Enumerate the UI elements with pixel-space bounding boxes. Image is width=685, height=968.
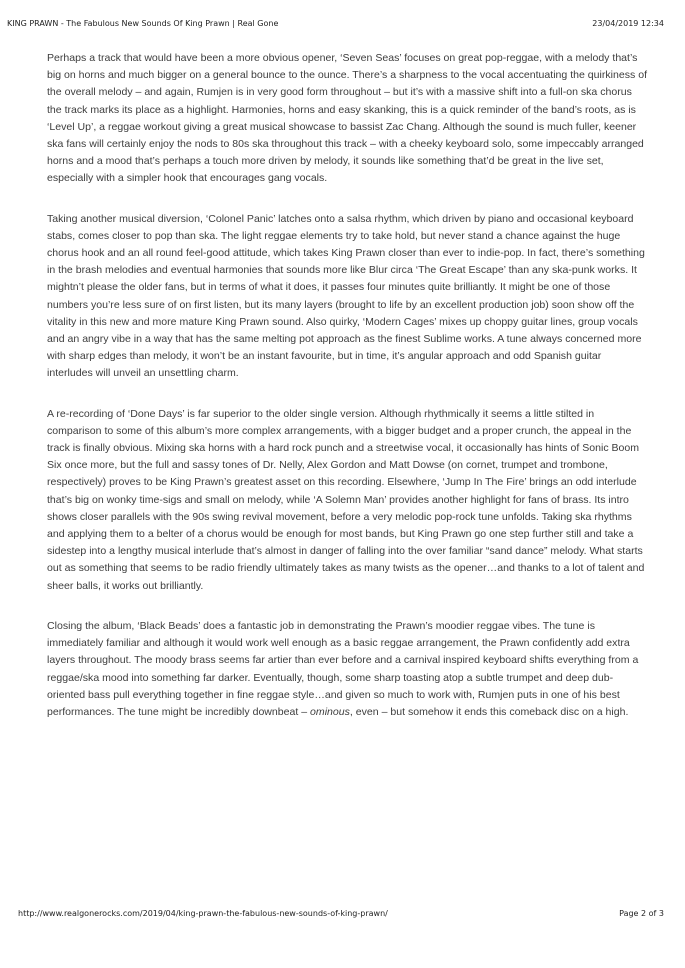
page-number: Page 2 of 3 <box>619 909 664 918</box>
print-footer <box>18 909 664 918</box>
paragraph: Perhaps a track that would have been a more obvious opener, ‘Seven Seas’ focuses on great pop-reggae, with a melody that’s big on horns and much bigger on a general bounce to the ounce. There’s a sharpness to the vocal accentuating the quirkiness of the overall melody – and again, Rumjen is in very good form throughout – but it’s with a massive shift into a full-on ska chorus the track marks its place as a highlight. Harmonies, horns and easy skanking, this is a quick reminder of the band’s roots, as is ‘Level Up’, a reggae workout giving a great musical showcase to bassist Zac Chang. Although the sound is much fuller, keener ska fans will certainly enjoy the nods to 80s ska throughout this track – with a cheeky keyboard solo, some impeccably arranged horns and a mood that’s perhaps a touch more driven by melody, it sounds like something that’d be great in the live set, especially with a simpler hook that encourages gang vocals. <box>47 52 648 185</box>
page-title: KING PRAWN - The Fabulous New Sounds Of King Prawn | Real Gone <box>7 19 279 28</box>
closing-text-start: Closing the album, ‘Black Beads’ does a fantastic job in demonstrating the Prawn’s moodier reggae vibes. The tune is immediately familiar and although it would work well enough as a basic reggae arrangement, the Prawn confidently add extra layers throughout. The moody brass seems far artier than ever before and a carnival inspired keyboard shifts everything from a reggae/ska mood into something far darker. Eventually, though, some sharp toasting atop a subtle trumpet and deep dub-oriented bass pull everything together in fine reggae style…and given so much to work with, Rumjen puts in one of his best performances. The tune might be incredibly downbeat – <box>47 619 639 718</box>
closing-emphasis: ominous <box>310 705 350 718</box>
print-datetime: 23/04/2019 12:34 <box>592 19 664 28</box>
print-header <box>7 19 664 28</box>
closing-text-end: , even – but somehow it ends this comeback disc on a high. <box>349 705 629 718</box>
article-body <box>47 50 647 744</box>
page-url: http://www.realgonerocks.com/2019/04/king-prawn-the-fabulous-new-sounds-of-king-prawn/ <box>18 909 388 918</box>
paragraph: Taking another musical diversion, ‘Colonel Panic’ latches onto a salsa rhythm, which driven by piano and occasional keyboard stabs, comes closer to pop than ska. The light reggae elements try to take hold, but never stand a chance against the huge chorus hook and an all round feel-good attitude, which takes King Prawn closer than ever to indie-pop. In fact, there’s something in the brash melodies and eventual harmonies that sounds more like Blur circa ‘The Great Escape’ than any ska-punk works. It mightn’t please the older fans, but in terms of what it does, it passes four minutes quite brilliantly. It might be one of those numbers you’re less sure of on first listen, but its many layers (brought to life by an excellent production job) soon show off the vitality in this new and more mature King Prawn sound. Also quirky, ‘Modern Cages’ mixes up choppy guitar lines, group vocals and an angry vibe in a way that has the same melting pot approach as the finest Sublime works. A tune always concerned more with sharp edges than melody, it won’t be an instant favourite, but in time, it’s angular approach and odd Spanish guitar interludes will unveil an unsettling charm. <box>47 212 645 380</box>
closing-paragraph <box>47 618 647 721</box>
paragraph: A re-recording of ‘Done Days’ is far superior to the older single version. Although rhythmically it seems a little stilted in comparison to some of this album’s more complex arrangements, with a bigger budget and a proper crunch, the appeal in the track is finally obvious. Mixing ska horns with a hard rock punch and a streetwise vocal, it occasionally has hints of Sonic Boom Six once more, but the full and sassy tones of Dr. Nelly, Alex Gordon and Matt Dowse (on cornet, trumpet and trombone, respectively) proves to be King Prawn’s greatest asset on this recording. Elsewhere, ‘Jump In The Fire’ brings an odd interlude that’s big on wonky time-sigs and small on melody, while ‘A Solemn Man’ provides another highlight for fans of brass. Its intro shows closer parallels with the 90s swing revival movement, before a very melodic pop-rock tune unfolds. Taking ska rhythms and applying them to a belter of a chorus would be enough for most bands, but King Prawn go one step further still and take a sidestep into a lengthy musical interlude that’s almost in danger of falling into the over familiar “sand dance” melody. What starts out as something that seems to be radio friendly ultimately takes as many twists as the opener…and thanks to a lot of talent and sheer balls, it works out brilliantly. <box>47 407 645 592</box>
